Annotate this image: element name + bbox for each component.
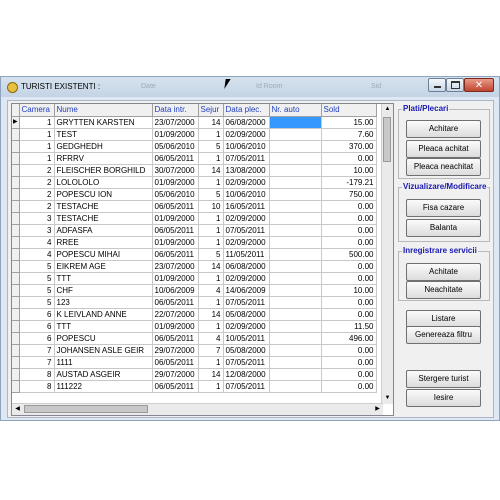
table-row[interactable] <box>12 116 376 128</box>
scroll-down-icon[interactable]: ▼ <box>384 395 391 401</box>
row-indicator[interactable] <box>12 128 19 140</box>
cell-data-intr[interactable]: 01/09/2000 <box>152 320 198 332</box>
cell-nume[interactable]: FLEISCHER BORGHILD <box>54 164 152 176</box>
cell-sold[interactable]: 7.60 <box>321 128 376 140</box>
cell-nr-auto[interactable] <box>269 128 321 140</box>
maximize-icon <box>451 81 460 89</box>
column-header-camera[interactable]: Camera <box>19 104 54 116</box>
cell-data-plec[interactable]: 05/08/2000 <box>223 344 269 356</box>
table-row[interactable] <box>12 236 376 248</box>
column-header-nume[interactable]: Nume <box>54 104 152 116</box>
tourists-grid[interactable] <box>11 103 394 416</box>
cell-sejur[interactable]: 5 <box>198 188 223 200</box>
cell-sold[interactable]: 0.00 <box>321 368 376 380</box>
iesire-button[interactable]: Iesire <box>406 389 481 407</box>
cell-sold[interactable]: 0.00 <box>321 224 376 236</box>
cell-camera[interactable]: 8 <box>19 380 54 392</box>
cell-sejur[interactable]: 1 <box>198 152 223 164</box>
cell-nume[interactable]: LOLOLOLO <box>54 176 152 188</box>
row-indicator[interactable] <box>12 368 19 380</box>
cell-sejur[interactable]: 1 <box>198 176 223 188</box>
table-row[interactable] <box>12 152 376 164</box>
current-row-pointer-icon: ▶ <box>12 118 18 125</box>
horizontal-scroll-thumb[interactable] <box>24 405 148 413</box>
table-row[interactable] <box>12 368 376 380</box>
cell-data-plec[interactable]: 07/05/2011 <box>223 224 269 236</box>
cell-sejur[interactable]: 4 <box>198 332 223 344</box>
cell-nr-auto[interactable] <box>269 320 321 332</box>
table-row[interactable] <box>12 272 376 284</box>
row-indicator[interactable] <box>12 260 19 272</box>
cell-data-intr[interactable]: 01/09/2000 <box>152 236 198 248</box>
pleaca-neachitat-button[interactable]: Pleaca neachitat <box>406 158 481 176</box>
cell-sejur[interactable]: 1 <box>198 356 223 368</box>
cell-camera[interactable]: 8 <box>19 368 54 380</box>
table-row[interactable] <box>12 356 376 368</box>
cell-sejur[interactable]: 5 <box>198 140 223 152</box>
cell-data-plec[interactable]: 07/05/2011 <box>223 380 269 392</box>
plati-plecari-group <box>398 104 490 179</box>
cell-sejur[interactable]: 1 <box>198 212 223 224</box>
table-row[interactable] <box>12 212 376 224</box>
row-indicator[interactable] <box>12 164 19 176</box>
grid-body <box>12 116 376 392</box>
cell-sold[interactable]: -179.21 <box>321 176 376 188</box>
listare-button[interactable]: Listare <box>406 310 481 328</box>
cell-data-intr[interactable]: 06/05/2011 <box>152 296 198 308</box>
header-row <box>12 104 376 116</box>
cell-sejur[interactable]: 1 <box>198 236 223 248</box>
cell-sejur[interactable]: 1 <box>198 380 223 392</box>
close-icon: ✕ <box>474 79 484 91</box>
cell-nume[interactable]: CHF <box>54 284 152 296</box>
row-indicator[interactable] <box>12 344 19 356</box>
column-header-sejur[interactable]: Sejur <box>198 104 223 116</box>
cell-nr-auto[interactable] <box>269 368 321 380</box>
cell-nr-auto[interactable] <box>269 200 321 212</box>
cell-nume[interactable]: 1111 <box>54 356 152 368</box>
cell-camera[interactable]: 1 <box>19 152 54 164</box>
cell-camera[interactable]: 5 <box>19 272 54 284</box>
cell-data-plec[interactable]: 06/08/2000 <box>223 116 269 128</box>
fisa-cazare-button[interactable]: Fisa cazare <box>406 199 481 217</box>
cell-camera[interactable]: 2 <box>19 176 54 188</box>
cell-nr-auto[interactable] <box>269 380 321 392</box>
cell-nr-auto[interactable] <box>269 116 321 128</box>
cell-sold[interactable]: 0.00 <box>321 152 376 164</box>
cell-data-intr[interactable]: 05/06/2010 <box>152 140 198 152</box>
cell-data-plec[interactable]: 14/06/2009 <box>223 284 269 296</box>
stergere-turist-button[interactable]: Stergere turist <box>406 370 481 388</box>
cell-sold[interactable]: 10.00 <box>321 164 376 176</box>
cell-data-plec[interactable]: 06/08/2000 <box>223 260 269 272</box>
cell-nr-auto[interactable] <box>269 140 321 152</box>
cell-sold[interactable]: 370.00 <box>321 140 376 152</box>
cell-sold[interactable]: 0.00 <box>321 272 376 284</box>
row-indicator[interactable] <box>12 224 19 236</box>
tourists-table <box>12 104 377 393</box>
cell-nr-auto[interactable] <box>269 332 321 344</box>
row-indicator[interactable] <box>12 116 19 128</box>
cell-sejur[interactable]: 4 <box>198 284 223 296</box>
cell-nr-auto[interactable] <box>269 248 321 260</box>
table-row[interactable] <box>12 248 376 260</box>
vizualizare-modificare-title: Vizualizare/Modificare <box>403 182 487 191</box>
row-indicator[interactable] <box>12 308 19 320</box>
cell-data-intr[interactable]: 22/07/2000 <box>152 308 198 320</box>
cell-camera[interactable]: 4 <box>19 248 54 260</box>
cell-data-intr[interactable]: 06/05/2011 <box>152 224 198 236</box>
column-header-data-intr[interactable]: Data intr. <box>152 104 198 116</box>
table-row[interactable] <box>12 296 376 308</box>
cell-data-plec[interactable]: 07/05/2011 <box>223 296 269 308</box>
table-row[interactable] <box>12 320 376 332</box>
cell-sejur[interactable]: 14 <box>198 260 223 272</box>
cell-sold[interactable]: 496.00 <box>321 332 376 344</box>
cell-sold[interactable]: 11.50 <box>321 320 376 332</box>
row-indicator[interactable] <box>12 236 19 248</box>
vertical-scroll-thumb[interactable] <box>383 117 391 162</box>
cell-data-intr[interactable]: 06/05/2011 <box>152 248 198 260</box>
cell-sold[interactable]: 500.00 <box>321 248 376 260</box>
cell-nr-auto[interactable] <box>269 236 321 248</box>
cell-nume[interactable]: ADFASFA <box>54 224 152 236</box>
row-indicator[interactable] <box>12 248 19 260</box>
column-header-nr-auto[interactable]: Nr. auto <box>269 104 321 116</box>
cell-data-plec[interactable]: 11/05/2011 <box>223 248 269 260</box>
cell-nume[interactable]: GRYTTEN KARSTEN <box>54 116 152 128</box>
row-indicator[interactable] <box>12 356 19 368</box>
column-header-data-plec[interactable]: Data plec. <box>223 104 269 116</box>
cell-camera[interactable]: 4 <box>19 236 54 248</box>
maximize-button[interactable] <box>446 78 464 92</box>
cell-sold[interactable]: 10.00 <box>321 284 376 296</box>
cell-camera[interactable]: 2 <box>19 200 54 212</box>
cell-sejur[interactable]: 14 <box>198 368 223 380</box>
column-header-sold[interactable]: Sold <box>321 104 376 116</box>
cell-nr-auto[interactable] <box>269 188 321 200</box>
table-row[interactable] <box>12 188 376 200</box>
cell-sejur[interactable]: 14 <box>198 308 223 320</box>
cell-nume[interactable]: 123 <box>54 296 152 308</box>
cell-data-intr[interactable]: 29/07/2000 <box>152 344 198 356</box>
scroll-right-icon[interactable]: ▶ <box>375 406 380 412</box>
cell-data-plec[interactable]: 05/08/2000 <box>223 308 269 320</box>
table-row[interactable] <box>12 164 376 176</box>
cell-nr-auto[interactable] <box>269 356 321 368</box>
inregistrare-servicii-group <box>398 246 490 301</box>
cell-sejur[interactable]: 1 <box>198 272 223 284</box>
cell-data-plec[interactable]: 02/09/2000 <box>223 176 269 188</box>
scroll-up-icon[interactable]: ▲ <box>384 106 391 112</box>
close-button[interactable] <box>464 78 494 92</box>
cell-sejur[interactable]: 1 <box>198 224 223 236</box>
balanta-button[interactable]: Balanta <box>406 219 481 237</box>
cell-data-plec[interactable]: 12/08/2000 <box>223 368 269 380</box>
cell-nr-auto[interactable] <box>269 272 321 284</box>
cell-camera[interactable]: 5 <box>19 284 54 296</box>
cell-data-plec[interactable]: 13/08/2000 <box>223 164 269 176</box>
cell-camera[interactable]: 7 <box>19 356 54 368</box>
cell-sejur[interactable]: 10 <box>198 200 223 212</box>
cell-nume[interactable]: RFRRV <box>54 152 152 164</box>
cell-data-intr[interactable]: 06/05/2011 <box>152 380 198 392</box>
cell-data-intr[interactable]: 10/06/2009 <box>152 284 198 296</box>
cell-data-intr[interactable]: 30/07/2000 <box>152 164 198 176</box>
genereaza-filtru-button[interactable]: Genereaza filtru <box>406 326 481 344</box>
cell-camera[interactable]: 2 <box>19 164 54 176</box>
cell-nume[interactable]: GEDGHEDH <box>54 140 152 152</box>
cell-sejur[interactable]: 1 <box>198 320 223 332</box>
app-icon <box>7 82 18 93</box>
cell-nume[interactable]: POPESCU <box>54 332 152 344</box>
cell-data-plec[interactable]: 02/09/2000 <box>223 212 269 224</box>
cell-sold[interactable]: 0.00 <box>321 236 376 248</box>
cell-nr-auto[interactable] <box>269 344 321 356</box>
row-indicator[interactable] <box>12 212 19 224</box>
cell-data-intr[interactable]: 29/07/2000 <box>152 368 198 380</box>
cell-data-intr[interactable]: 06/05/2011 <box>152 200 198 212</box>
cell-nume[interactable]: EIKREM AGE <box>54 260 152 272</box>
cell-camera[interactable]: 3 <box>19 224 54 236</box>
table-row[interactable] <box>12 176 376 188</box>
table-row[interactable] <box>12 128 376 140</box>
row-indicator[interactable] <box>12 284 19 296</box>
cell-camera[interactable]: 6 <box>19 320 54 332</box>
cell-camera[interactable]: 1 <box>19 116 54 128</box>
cell-camera[interactable]: 5 <box>19 260 54 272</box>
cell-data-plec[interactable]: 10/05/2011 <box>223 332 269 344</box>
cell-sold[interactable]: 15.00 <box>321 116 376 128</box>
vizualizare-modificare-group <box>398 182 490 242</box>
ghost-text: Id Room <box>256 83 283 90</box>
row-indicator[interactable] <box>12 188 19 200</box>
row-indicator[interactable] <box>12 140 19 152</box>
achitate-button[interactable]: Achitate <box>406 263 481 281</box>
cell-nr-auto[interactable] <box>269 152 321 164</box>
cell-data-plec[interactable]: 02/09/2000 <box>223 320 269 332</box>
cell-nr-auto[interactable] <box>269 224 321 236</box>
cell-data-plec[interactable]: 07/05/2011 <box>223 356 269 368</box>
row-indicator[interactable] <box>12 320 19 332</box>
cell-camera[interactable]: 5 <box>19 296 54 308</box>
minimize-icon <box>434 86 441 88</box>
ghost-text: Date <box>141 83 156 90</box>
cell-nr-auto[interactable] <box>269 176 321 188</box>
row-indicator[interactable] <box>12 332 19 344</box>
cell-nume[interactable]: POPESCU MIHAI <box>54 248 152 260</box>
row-indicator[interactable] <box>12 176 19 188</box>
cell-camera[interactable]: 6 <box>19 332 54 344</box>
cell-sold[interactable]: 0.00 <box>321 308 376 320</box>
cell-data-intr[interactable]: 23/07/2000 <box>152 260 198 272</box>
row-indicator[interactable] <box>12 200 19 212</box>
cell-sejur[interactable]: 1 <box>198 296 223 308</box>
cell-data-plec[interactable]: 02/09/2000 <box>223 236 269 248</box>
horizontal-scrollbar[interactable] <box>12 403 383 415</box>
cell-sold[interactable]: 0.00 <box>321 344 376 356</box>
cell-sold[interactable]: 0.00 <box>321 260 376 272</box>
cell-data-plec[interactable]: 10/06/2010 <box>223 188 269 200</box>
cell-nr-auto[interactable] <box>269 308 321 320</box>
cell-nr-auto[interactable] <box>269 260 321 272</box>
cell-nr-auto[interactable] <box>269 284 321 296</box>
cell-sejur[interactable]: 14 <box>198 164 223 176</box>
cell-nume[interactable]: TESTACHE <box>54 212 152 224</box>
cell-data-intr[interactable]: 01/09/2000 <box>152 212 198 224</box>
cell-sejur[interactable]: 7 <box>198 344 223 356</box>
row-indicator[interactable] <box>12 296 19 308</box>
cell-data-intr[interactable]: 05/06/2010 <box>152 188 198 200</box>
cell-nume[interactable]: TESTACHE <box>54 200 152 212</box>
cell-data-plec[interactable]: 07/05/2011 <box>223 152 269 164</box>
cell-data-intr[interactable]: 06/05/2011 <box>152 356 198 368</box>
cell-nr-auto[interactable] <box>269 296 321 308</box>
cell-data-intr[interactable]: 06/05/2011 <box>152 152 198 164</box>
cell-camera[interactable]: 7 <box>19 344 54 356</box>
cell-camera[interactable]: 2 <box>19 188 54 200</box>
cell-sold[interactable]: 0.00 <box>321 212 376 224</box>
cell-sejur[interactable]: 14 <box>198 116 223 128</box>
table-row[interactable] <box>12 140 376 152</box>
cell-data-plec[interactable]: 10/06/2010 <box>223 140 269 152</box>
row-indicator[interactable] <box>12 272 19 284</box>
cell-camera[interactable]: 1 <box>19 128 54 140</box>
cell-sold[interactable]: 0.00 <box>321 296 376 308</box>
cell-nr-auto[interactable] <box>269 212 321 224</box>
cell-camera[interactable]: 3 <box>19 212 54 224</box>
table-row[interactable] <box>12 308 376 320</box>
cell-data-intr[interactable]: 23/07/2000 <box>152 116 198 128</box>
mouse-cursor-icon <box>224 79 233 89</box>
row-indicator-header <box>12 104 19 116</box>
table-row[interactable] <box>12 332 376 344</box>
cell-nume[interactable]: JOHANSEN ASLE GEIR <box>54 344 152 356</box>
cell-camera[interactable]: 1 <box>19 140 54 152</box>
cell-nume[interactable]: TTT <box>54 320 152 332</box>
cell-data-intr[interactable]: 01/09/2000 <box>152 176 198 188</box>
cell-nume[interactable]: TEST <box>54 128 152 140</box>
row-indicator[interactable] <box>12 380 19 392</box>
table-row[interactable] <box>12 380 376 392</box>
vertical-scrollbar[interactable] <box>381 104 393 404</box>
cell-sejur[interactable]: 5 <box>198 248 223 260</box>
cell-camera[interactable]: 6 <box>19 308 54 320</box>
cell-data-plec[interactable]: 02/09/2000 <box>223 272 269 284</box>
inregistrare-servicii-title: Inregistrare servicii <box>403 246 477 255</box>
cell-sold[interactable]: 750.00 <box>321 188 376 200</box>
cell-nume[interactable]: RREE <box>54 236 152 248</box>
cell-data-plec[interactable]: 16/05/2011 <box>223 200 269 212</box>
cell-nume[interactable]: TTT <box>54 272 152 284</box>
cell-nume[interactable]: POPESCU ION <box>54 188 152 200</box>
cell-nume[interactable]: K LEIVLAND ANNE <box>54 308 152 320</box>
scroll-left-icon[interactable]: ◀ <box>15 406 20 412</box>
ghost-text: Sid <box>371 83 382 90</box>
turisti-window <box>0 76 500 421</box>
plati-plecari-title: Plati/Plecari <box>403 104 449 113</box>
achitare-button[interactable]: Achitare <box>406 120 481 138</box>
table-row[interactable] <box>12 224 376 236</box>
cell-sold[interactable]: 0.00 <box>321 380 376 392</box>
cell-nume[interactable]: 111222 <box>54 380 152 392</box>
row-indicator[interactable] <box>12 152 19 164</box>
cell-sold[interactable]: 0.00 <box>321 200 376 212</box>
table-row[interactable] <box>12 260 376 272</box>
table-row[interactable] <box>12 200 376 212</box>
table-row[interactable] <box>12 344 376 356</box>
title-bar[interactable] <box>1 77 499 97</box>
cell-sejur[interactable]: 1 <box>198 128 223 140</box>
window-title: TURISTI EXISTENTI : <box>21 82 101 91</box>
cell-data-intr[interactable]: 06/05/2011 <box>152 332 198 344</box>
neachitate-button[interactable]: Neachitate <box>406 281 481 299</box>
client-area <box>7 100 494 418</box>
cell-data-intr[interactable]: 01/09/2000 <box>152 128 198 140</box>
minimize-button[interactable] <box>428 78 446 92</box>
cell-sold[interactable]: 0.00 <box>321 356 376 368</box>
table-row[interactable] <box>12 284 376 296</box>
cell-nume[interactable]: AUSTAD ASGEIR <box>54 368 152 380</box>
cell-nr-auto[interactable] <box>269 164 321 176</box>
cell-data-intr[interactable]: 01/09/2000 <box>152 272 198 284</box>
cell-data-plec[interactable]: 02/09/2000 <box>223 128 269 140</box>
pleaca-achitat-button[interactable]: Pleaca achitat <box>406 140 481 158</box>
